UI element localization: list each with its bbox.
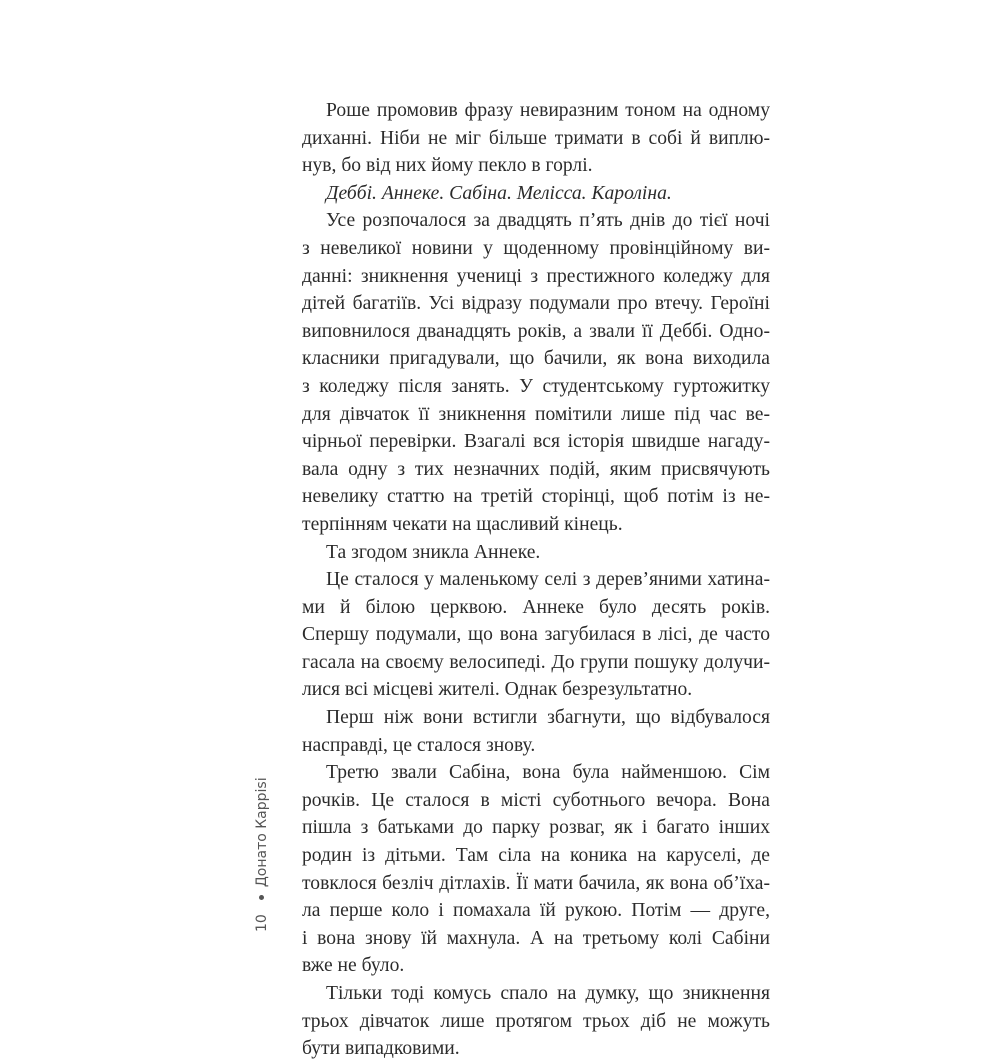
paragraph [302, 180, 770, 208]
paragraph [302, 980, 770, 1063]
paragraph [302, 207, 770, 538]
text-line: бути випадковими. [302, 1038, 460, 1060]
text-line: данні: зникнення учениці з престижного коледжу для [302, 265, 770, 287]
text-line: Роше промовив фразу невиразним тоном на одному [326, 100, 770, 121]
page-number: 10 [254, 914, 270, 932]
text-line: класники пригадували, що бачили, як вона виходила [302, 348, 770, 370]
text-line: терпінням чекати на щасливий кінець. [302, 513, 623, 535]
paragraph [302, 566, 770, 704]
text-line: виповнилося дванадцять років, а звали її Деббі. Одно- [302, 320, 770, 342]
text-line: Це сталося у маленькому селі з дерев’яними хатина- [326, 569, 770, 591]
paragraph [302, 539, 770, 567]
text-line: з невеликої новини у щоденному провінційному ви- [302, 237, 770, 259]
text-line: Спершу подумали, що вона загубилася в лісі, де часто [302, 624, 770, 646]
text-line: родин із дітьми. Там сіла на коника на каруселі, де [302, 845, 770, 867]
text-line: Третю звали Сабіна, вона була найменшою. Сім [326, 762, 770, 784]
text-line: диханні. Ніби не міг більше тримати в собі й виплю- [302, 127, 770, 149]
text-line: Тільки тоді комусь спало на думку, що зникнення [326, 983, 770, 1004]
body-text [302, 97, 770, 1063]
text-line: насправді, це сталося знову. [302, 734, 536, 756]
text-line: гасала на своєму велосипеді. До групи пошуку долучи- [302, 651, 770, 673]
text-line: вже не було. [302, 955, 405, 977]
paragraph [302, 97, 770, 180]
text-line: Усе розпочалося за двадцять п’ять днів до тієї ночі [326, 210, 770, 232]
text-line: Перш ніж вони встигли збагнути, що відбувалося [326, 707, 770, 729]
text-line: вала одну з тих незначних подій, яким присвячують [302, 458, 770, 480]
paragraph [302, 759, 770, 980]
text-line: дітей багатіїв. Усі відразу подумали про втечу. Героїні [302, 293, 770, 315]
text-line: Деббі. Аннеке. Сабіна. Мелісса. Кароліна. [326, 182, 672, 204]
text-line: рочків. Це сталося в місті суботнього вечора. Вона [302, 789, 770, 811]
separator-dot [259, 895, 264, 900]
text-line: лися всі місцеві жителі. Однак безрезультатно. [302, 679, 693, 701]
text-line: для дівчаток її зникнення помітили лише під час ве- [302, 403, 770, 425]
text-line: невелику статтю на третій сторінці, щоб потім із не- [302, 486, 770, 508]
text-line: ла перше коло і помахала їй рукою. Потім — друге, [302, 900, 770, 922]
text-line: нув, бо від них йому пекло в горлі. [302, 155, 593, 177]
text-line: товклося безліч дітлахів. Її мати бачила, як вона об’їха- [302, 872, 770, 894]
text-line: ми й білою церквою. Аннеке було десять років. [302, 596, 770, 618]
running-head [252, 732, 272, 932]
text-line: з коледжу після занять. У студентському гуртожитку [302, 375, 770, 397]
paragraph [302, 704, 770, 759]
text-line: трьох дівчаток лише протягом трьох діб не можуть [302, 1010, 770, 1032]
text-line: і вона знову їй махнула. А на третьому колі Сабіни [302, 927, 770, 949]
text-line: Та згодом зникла Аннеке. [326, 541, 541, 563]
text-line: пішла з батьками до парку розваг, як і багато інших [302, 817, 770, 839]
author-name: Донато Карріsi [254, 777, 270, 888]
text-line: чірньої перевірки. Взагалі вся історія швидше нагаду- [302, 431, 770, 453]
